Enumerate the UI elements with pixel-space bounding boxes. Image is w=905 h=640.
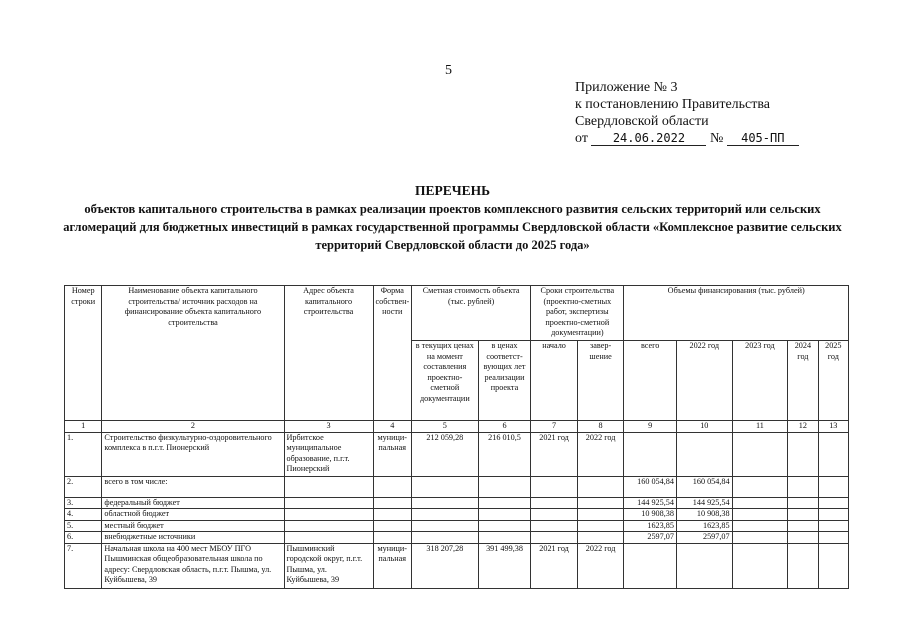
row-est-years-cell	[478, 532, 531, 544]
table-row	[65, 509, 849, 521]
row-2025-cell	[818, 532, 848, 544]
header-2024: 2024 год	[788, 341, 818, 421]
row-2024-cell	[788, 476, 818, 497]
row-2025-cell	[818, 497, 848, 509]
row-ownership-cell	[373, 497, 411, 509]
date-value: 24.06.2022	[591, 132, 706, 146]
row-total-cell	[624, 543, 677, 588]
table-row	[65, 432, 849, 476]
row-est-current-cell: 318 207,28	[411, 543, 478, 588]
row-2023-cell	[732, 476, 788, 497]
row-start-cell	[531, 532, 578, 544]
row-total-cell: 144 925,54	[624, 497, 677, 509]
row-total-cell: 160 054,84	[624, 476, 677, 497]
row-start-cell	[531, 509, 578, 521]
header-2022: 2022 год	[676, 341, 732, 421]
col-number: 10	[676, 421, 732, 433]
appendix-line-3: Свердловской области	[575, 114, 709, 129]
row-2022-cell	[676, 543, 732, 588]
row-address-cell	[284, 520, 373, 532]
row-est-years-cell	[478, 476, 531, 497]
row-ownership-cell	[373, 509, 411, 521]
row-ownership-cell	[373, 476, 411, 497]
row-total-cell: 1623,85	[624, 520, 677, 532]
row-2023-cell	[732, 520, 788, 532]
row-address-cell: Ирбитское муниципальное образование, п.г.т. Пионерский	[284, 432, 373, 476]
row-name-cell: Начальная школа на 400 мест МБОУ ПГО Пышминская общеобразовательная школа по адресу: Свердловская область, п.г.т. Пышма, ул. Куйбышева, 39	[102, 543, 284, 588]
table-row	[65, 497, 849, 509]
row-2023-cell	[732, 543, 788, 588]
col-number: 2	[102, 421, 284, 433]
appendix-block	[575, 79, 799, 147]
col-number: 9	[624, 421, 677, 433]
row-est-current-cell	[411, 532, 478, 544]
col-number: 8	[577, 421, 624, 433]
objects-table	[64, 285, 849, 589]
header-name: Наименование объекта капитального строительства/ источник расходов на финансирование объекта капитального строительства	[102, 286, 284, 421]
number-prefix: №	[709, 131, 724, 146]
row-2022-cell: 10 908,38	[676, 509, 732, 521]
row-name-cell: федеральный бюджет	[102, 497, 284, 509]
column-number-row	[65, 421, 849, 433]
row-total-cell: 10 908,38	[624, 509, 677, 521]
document-subtitle: объектов капитального строительства в рамках реализации проектов комплексного развития сельских территорий или сельских агломераций для бюджетных инвестиций в рамках государственной программы Свердловской области «Комплексное развитие сельских территорий Свердловской области до 2025 года»	[63, 202, 842, 252]
appendix-line-1: Приложение № 3	[575, 80, 678, 95]
row-address-cell	[284, 476, 373, 497]
row-number-cell: 1.	[65, 432, 102, 476]
row-name-cell: областной бюджет	[102, 509, 284, 521]
row-2025-cell	[818, 476, 848, 497]
header-total: всего	[624, 341, 677, 421]
row-2022-cell: 144 925,54	[676, 497, 732, 509]
col-number: 5	[411, 421, 478, 433]
header-est-years: в ценах соответст-вующих лет реализации проекта	[478, 341, 531, 421]
row-number-cell: 3.	[65, 497, 102, 509]
row-est-years-cell	[478, 497, 531, 509]
row-end-cell: 2022 год	[577, 432, 624, 476]
header-address: Адрес объекта капитального строительства	[284, 286, 373, 421]
row-2024-cell	[788, 509, 818, 521]
row-2025-cell	[818, 432, 848, 476]
row-2023-cell	[732, 432, 788, 476]
col-number: 3	[284, 421, 373, 433]
row-name-cell: внебюджетные источники	[102, 532, 284, 544]
row-name-cell: всего в том числе:	[102, 476, 284, 497]
row-address-cell: Пышминский городской округ, п.г.т. Пышма, ул. Куйбышева, 39	[284, 543, 373, 588]
row-ownership-cell	[373, 520, 411, 532]
header-est-current: в текущих ценах на момент составления проектно-сметной документации	[411, 341, 478, 421]
header-funding: Объемы финансирования (тыс. рублей)	[624, 286, 849, 341]
row-est-years-cell	[478, 509, 531, 521]
row-ownership-cell: муници-пальная	[373, 432, 411, 476]
row-number-cell: 7.	[65, 543, 102, 588]
row-number-cell: 5.	[65, 520, 102, 532]
row-start-cell: 2021 год	[531, 543, 578, 588]
number-value: 405-ПП	[727, 132, 799, 146]
row-2024-cell	[788, 497, 818, 509]
col-number: 4	[373, 421, 411, 433]
row-2024-cell	[788, 532, 818, 544]
header-ownership: Форма собствен-ности	[373, 286, 411, 421]
table-row	[65, 520, 849, 532]
table-row	[65, 543, 849, 588]
row-2022-cell: 2597,07	[676, 532, 732, 544]
row-est-current-cell	[411, 497, 478, 509]
row-ownership-cell: муници-пальная	[373, 543, 411, 588]
row-2024-cell	[788, 432, 818, 476]
document-title: ПЕРЕЧЕНЬ	[414, 183, 491, 198]
row-2025-cell	[818, 543, 848, 588]
table-row	[65, 532, 849, 544]
row-address-cell	[284, 532, 373, 544]
row-total-cell	[624, 432, 677, 476]
row-end-cell: 2022 год	[577, 543, 624, 588]
row-end-cell	[577, 532, 624, 544]
row-2023-cell	[732, 509, 788, 521]
row-est-current-cell	[411, 509, 478, 521]
header-row-number: Номер строки	[65, 286, 102, 421]
row-2025-cell	[818, 509, 848, 521]
row-number-cell: 6.	[65, 532, 102, 544]
row-est-current-cell	[411, 476, 478, 497]
row-2024-cell	[788, 543, 818, 588]
header-terms: Сроки строительства (проектно-сметных работ, экспертизы проектно-сметной документации)	[531, 286, 624, 341]
header-start: начало	[531, 341, 578, 421]
row-start-cell: 2021 год	[531, 432, 578, 476]
row-2025-cell	[818, 520, 848, 532]
row-address-cell	[284, 497, 373, 509]
row-end-cell	[577, 476, 624, 497]
row-start-cell	[531, 520, 578, 532]
row-end-cell	[577, 520, 624, 532]
header-2025: 2025 год	[818, 341, 848, 421]
row-est-current-cell	[411, 520, 478, 532]
col-number: 6	[478, 421, 531, 433]
row-ownership-cell	[373, 532, 411, 544]
row-start-cell	[531, 476, 578, 497]
col-number: 13	[818, 421, 848, 433]
row-2023-cell	[732, 497, 788, 509]
header-estimate: Сметная стоимость объекта (тыс. рублей)	[411, 286, 530, 341]
row-2023-cell	[732, 532, 788, 544]
row-name-cell: местный бюджет	[102, 520, 284, 532]
row-est-years-cell: 216 010,5	[478, 432, 531, 476]
appendix-date-line	[575, 130, 799, 147]
row-start-cell	[531, 497, 578, 509]
row-total-cell: 2597,07	[624, 532, 677, 544]
appendix-line-2: к постановлению Правительства	[575, 97, 771, 112]
row-est-current-cell: 212 059,28	[411, 432, 478, 476]
header-row-1	[65, 286, 849, 341]
row-number-cell: 4.	[65, 509, 102, 521]
row-number-cell: 2.	[65, 476, 102, 497]
row-est-years-cell: 391 499,38	[478, 543, 531, 588]
table-row	[65, 476, 849, 497]
row-2024-cell	[788, 520, 818, 532]
row-2022-cell	[676, 432, 732, 476]
page-number: 5	[445, 63, 452, 78]
date-prefix: от	[575, 131, 588, 146]
row-name-cell: Строительство физкультурно-оздоровительного комплекса в п.г.т. Пионерский	[102, 432, 284, 476]
col-number: 7	[531, 421, 578, 433]
header-end: завер-шение	[577, 341, 624, 421]
col-number: 12	[788, 421, 818, 433]
row-2022-cell: 160 054,84	[676, 476, 732, 497]
row-2022-cell: 1623,85	[676, 520, 732, 532]
row-end-cell	[577, 509, 624, 521]
row-est-years-cell	[478, 520, 531, 532]
col-number: 11	[732, 421, 788, 433]
header-2023: 2023 год	[732, 341, 788, 421]
row-end-cell	[577, 497, 624, 509]
col-number: 1	[65, 421, 102, 433]
row-address-cell	[284, 509, 373, 521]
